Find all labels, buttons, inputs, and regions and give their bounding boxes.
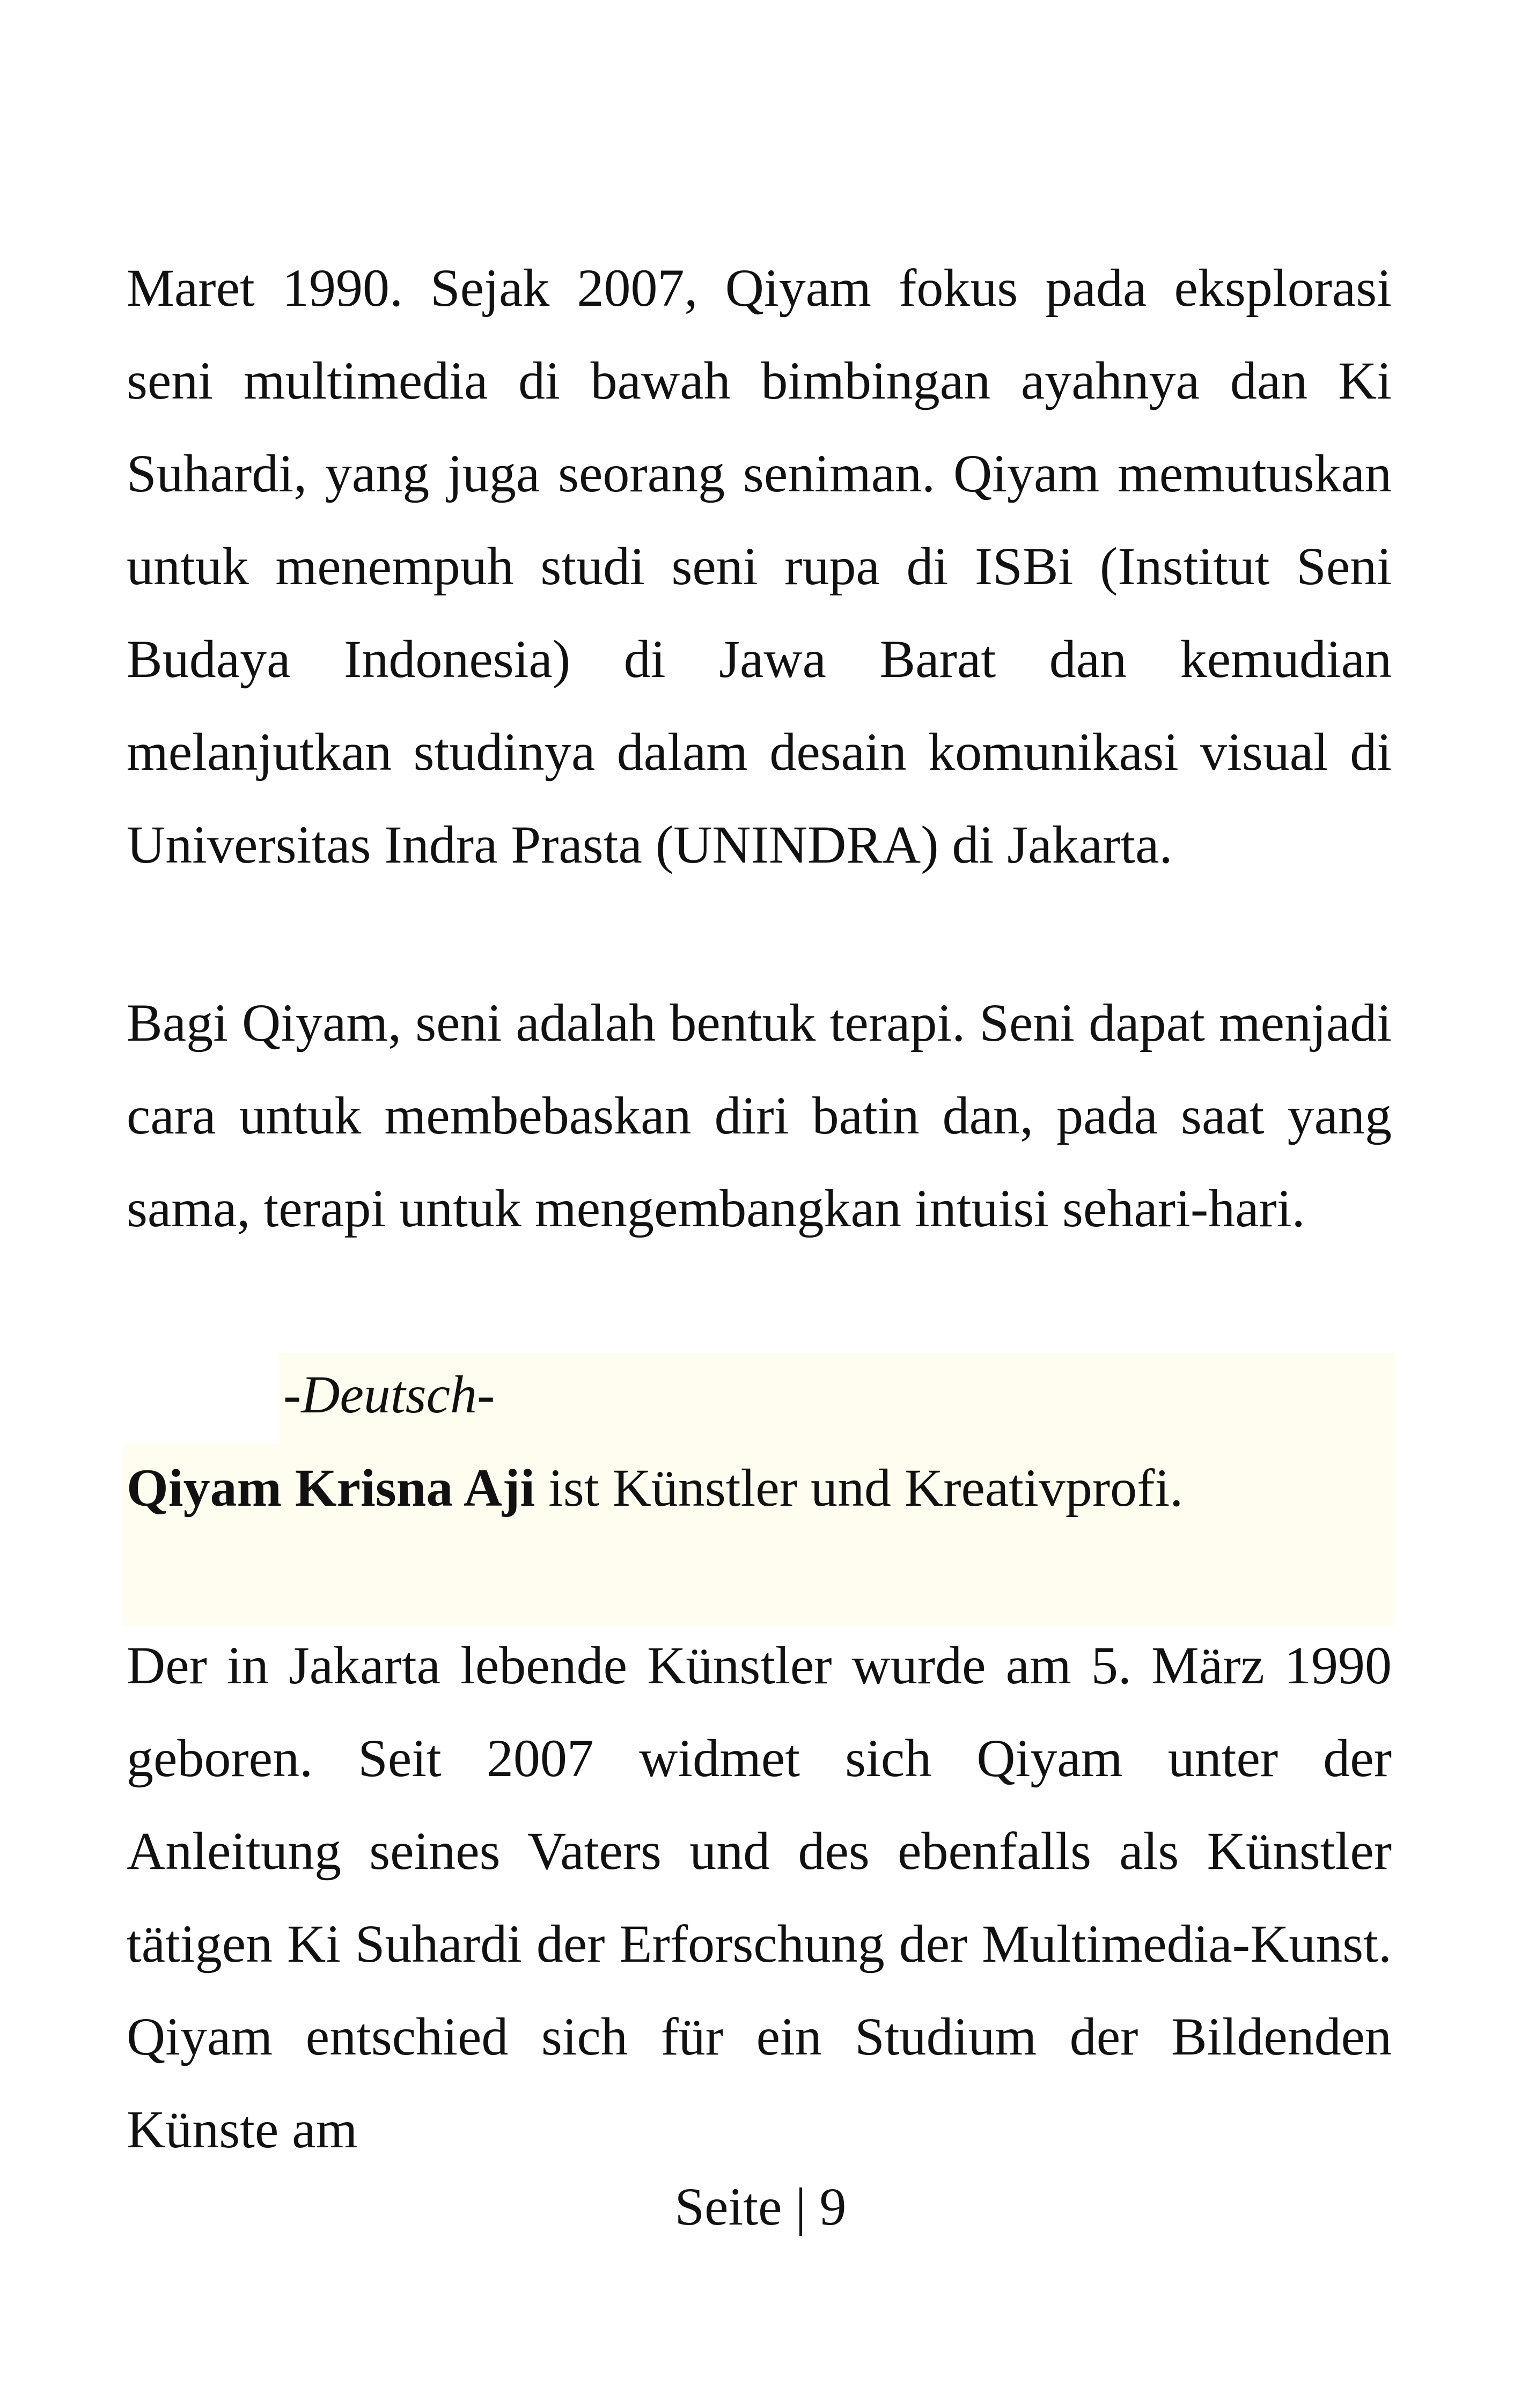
paragraph-indonesian-1: Maret 1990. Sejak 2007, Qiyam fokus pada eksplorasi seni multimedia di bawah bimbingan ayahnya dan Ki Suhardi, yang juga seorang seniman. Qiyam memutuskan untuk menempuh studi seni rupa di ISBi (Institut Seni Budaya Indonesia) di Jawa Barat dan kemudian melanjutkan studinya dalam desain komunikasi visual di Universitas Indra Prasta (UNINDRA) di Jakarta. [127,258,1392,874]
artist-name: Qiyam Krisna Aji [127,1458,535,1518]
paragraph-german-1: Der in Jakarta lebende Künstler wurde am 5. März 1990 geboren. Seit 2007 widmet sich Qiyam unter der Anleitung seines Vaters und des ebenfalls als Künstler tätigen Ki Suhardi der Erforschung der Multimedia-Kunst. Qiyam entschied sich für ein Studium der Bildenden Künste am [127,1636,1392,2159]
paragraph-indonesian-2: Bagi Qiyam, seni adalah bentuk terapi. Seni dapat menjadi cara untuk membebaskan diri batin dan, pada saat yang sama, terapi untuk mengembangkan intuisi sehari-hari. [127,993,1392,1238]
intro-text: ist Künstler und Kreativprofi. [535,1458,1184,1518]
language-heading: -Deutsch- [283,1365,495,1424]
page-number: Seite | 9 [674,2177,847,2236]
highlight-indent [123,1353,279,1444]
intro-line [127,1441,1183,1534]
